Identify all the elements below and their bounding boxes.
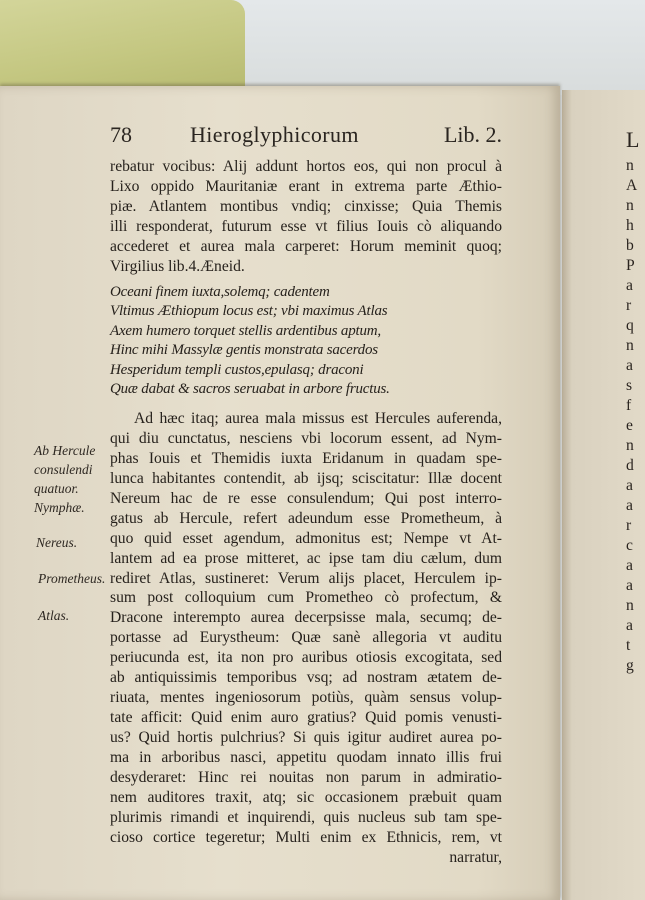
facing-page-letter: q [626, 317, 634, 334]
marginal-note-atlas: Atlas. [38, 608, 70, 623]
facing-page-letter: P [626, 257, 635, 274]
facing-page-text-edge [626, 125, 645, 676]
book-number: Lib. 2. [443, 122, 502, 147]
text-line: plurimis rimandi et inquirendi, quis nucleus sub tam spe- [110, 808, 502, 826]
facing-page-letter: e [626, 417, 633, 434]
text-line: sum post colloquium cum Prometheo cò profectum, & [110, 589, 502, 607]
facing-page-head: L [626, 127, 640, 152]
text-line: lantem ad ea prose mitteret, ac ipse tam diu cælum, dum [110, 549, 502, 567]
facing-page-letter: a [626, 357, 633, 374]
text-line: qui diu cunctatus, nesciens vbi locorum essent, ad Nym- [110, 429, 502, 447]
verse-quotation [110, 283, 502, 399]
facing-page-letter: a [626, 477, 633, 494]
verse-line: Oceani finem iuxta,solemq; cadentem [110, 284, 330, 300]
marginal-note-nereus: Nereus. [36, 535, 78, 550]
text-line: Dracone interempto aurea decerpsisse mala, secumq; de- [110, 609, 502, 627]
running-head [110, 122, 502, 152]
text-line: gatus ab Hercule, refert adeundum esse Prometheum, à [110, 509, 502, 527]
verse-line: Vltimus Æthiopum locus est; vbi maximus Atlas [110, 303, 388, 320]
paragraph-1 [110, 157, 502, 277]
facing-page-letter: c [626, 537, 633, 554]
facing-page-letter: a [626, 577, 633, 594]
text-line: us? Quid hortis pulchrius? Si quis igitur audiret aurea po- [110, 729, 502, 746]
text-line: desyderaret: Hinc rei nouitas non parum in admiratio- [110, 768, 502, 786]
text-line: Lixo oppido Mauritaniæ erant in extrema parte Æthio- [110, 177, 502, 195]
paragraph-2 [110, 409, 502, 868]
facing-page-letter: a [626, 557, 633, 574]
verse-line: Hinc mihi Massylæ gentis monstrata sacerdos [110, 342, 378, 359]
facing-page-letter: d [626, 457, 634, 474]
verse-line: Hesperidum templi custos,epulasq; draconi [110, 361, 364, 378]
facing-page-letter: n [626, 197, 634, 214]
verse-line: Axem humero torquet stellis ardentibus aptum, [110, 322, 381, 339]
green-felt-pad [0, 0, 245, 86]
text-line: illi responderat, futurum esse vt filius Iouis cò aliquando [110, 217, 502, 235]
facing-page-letter: n [626, 597, 634, 614]
text-line: rebatur vocibus: Alij addunt hortos eos, qui non procul à [110, 158, 502, 175]
facing-page-letter: a [626, 617, 633, 634]
text-line: Ad hæc itaq; aurea mala missus est Hercules auferenda, [134, 410, 502, 427]
text-line: piæ. Atlantem montibus vndiq; cinxisse; Quia Themis [110, 197, 502, 215]
text-line: nem auditores traxit, atq; sic occasionem præbuit quam [110, 788, 502, 806]
text-line: phas Iouis et Themidis iuxta Eridanum in quadam spe- [110, 449, 502, 467]
facing-page-letter: r [626, 297, 632, 314]
facing-page-letter: f [626, 397, 632, 414]
running-title: Hieroglyphicorum [190, 122, 359, 147]
facing-page-letter: r [626, 517, 632, 534]
marginal-note-nymphs [34, 441, 95, 517]
marginal-note-prometheus: Prometheus. [38, 571, 106, 586]
text-line: lunca habitantes contendit, ab ijsq; sciscitatur: Illæ docent [110, 469, 502, 487]
facing-page-letter: t [626, 637, 631, 654]
marginal-note-line: consulendi [34, 462, 93, 477]
marginal-note-line: Nymphæ. [34, 500, 85, 515]
facing-page-letter: g [626, 657, 634, 674]
facing-page-letter: a [626, 497, 633, 514]
text-line: quo quid esset agendum, admonitus est; Nempe vt At- [110, 529, 502, 547]
facing-page-letter: A [626, 177, 638, 194]
text-line: periucunda est, ita non pro auribus otiosis excogitata, sed [110, 649, 502, 667]
facing-page-letter: n [626, 337, 634, 354]
facing-page-letter: n [626, 437, 634, 454]
marginal-note-line: Ab Hercule [34, 443, 96, 458]
catchword: narratur, [449, 848, 502, 866]
text-line: ma in arboribus nasci, appetitu quodam innato illis frui [110, 748, 502, 766]
facing-page-letter: b [626, 237, 634, 254]
text-line: rediret Atlas, sustineret: Verum alijs placet, Herculem ip- [110, 569, 502, 587]
facing-page-letter: a [626, 277, 633, 294]
text-line: tate afficit: Quid enim auro gratius? Quid pomis venusti- [110, 709, 502, 727]
verse-line: Quæ dabat & sacros seruabat in arbore fructus. [110, 380, 390, 397]
text-line: portasse ad Eurystheum: Quæ sanè allegoria vt auditu [110, 629, 502, 647]
facing-page-letter: h [626, 217, 634, 234]
facing-page-letter: s [626, 377, 633, 394]
text-line: cioso cortice tegeretur; Multi enim ex Ethnicis, rem, vt [110, 828, 502, 846]
text-line: Nereum hac de re esse consulendum; Qui post interro- [110, 489, 502, 507]
text-line: riuata, mentes ingeniosorum potiùs, quàm sensus volup- [110, 689, 502, 707]
text-line: ab antiquissimis temporibus vsq; ad nostram ætatem de- [110, 669, 502, 687]
marginal-note-line: quatuor. [34, 481, 79, 496]
text-line: Virgilius lib.4.Æneid. [110, 257, 245, 275]
facing-page-letter: n [626, 157, 634, 174]
page-number: 78 [110, 122, 132, 147]
text-line: accederet et aurea mala carperet: Horum meminit quoq; [110, 237, 502, 255]
